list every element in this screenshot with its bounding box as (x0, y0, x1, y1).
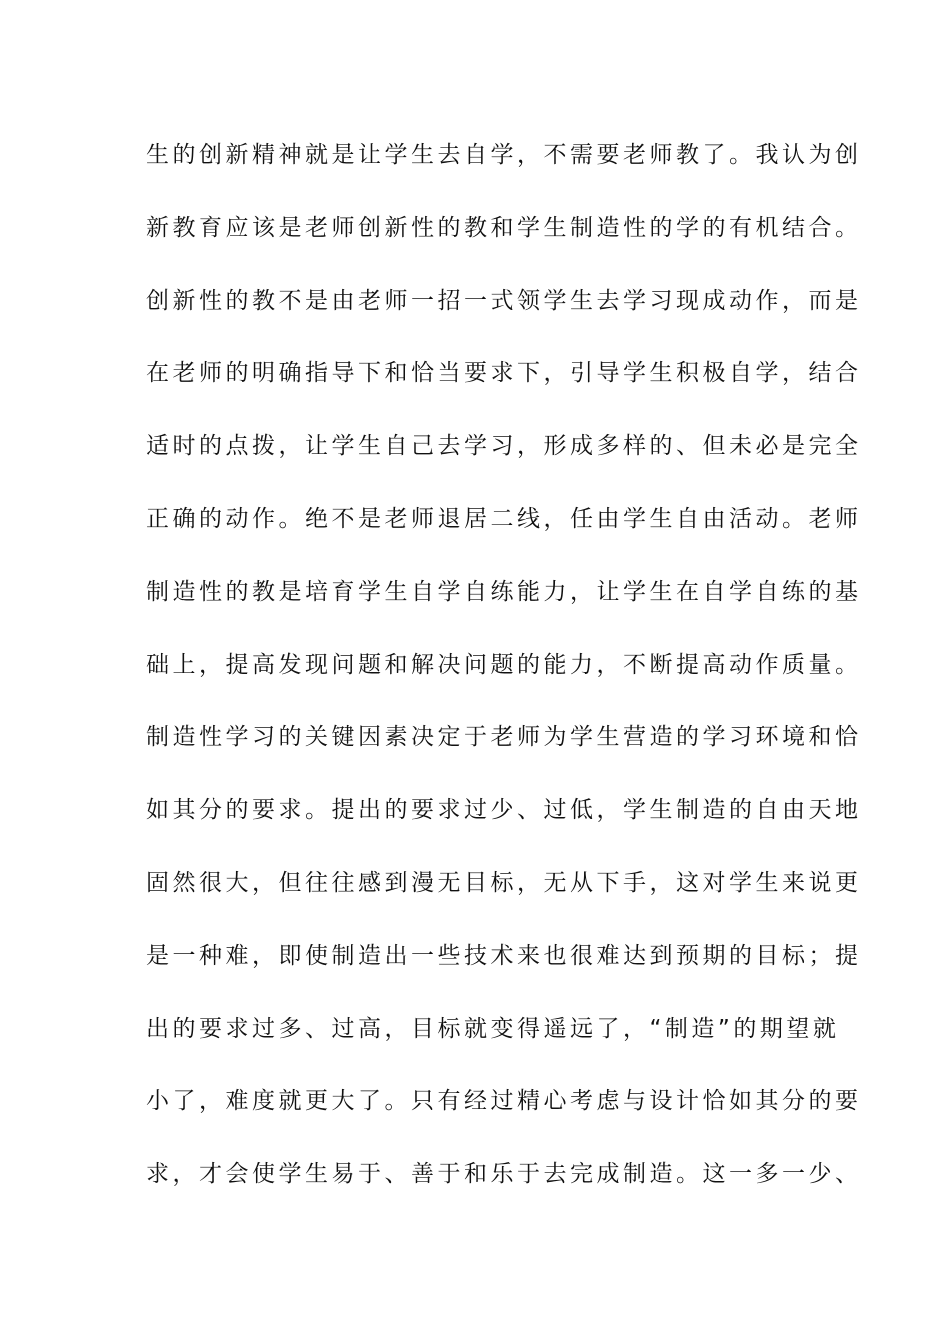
text-line: 出的要求过多、过高，目标就变得遥远了，“制造”的期望就 (146, 1015, 840, 1042)
text-line: 是一种难，即使制造出一些技术来也很难达到预期的目标；提 (146, 942, 862, 969)
body-text (146, 130, 862, 1222)
text-line: 制造性学习的关键因素决定于老师为学生营造的学习环境和恰 (146, 724, 862, 751)
text-line: 求，才会使学生易于、善于和乐于去完成制造。这一多一少、 (146, 1161, 862, 1188)
text-line: 制造性的教是培育学生自学自练能力，让学生在自学自练的基 (146, 578, 862, 605)
text-line: 在老师的明确指导下和恰当要求下，引导学生积极自学，结合 (146, 360, 862, 387)
text-line: 生的创新精神就是让学生去自学，不需要老师教了。我认为创 (146, 142, 862, 168)
text-line: 础上，提高发现问题和解决问题的能力，不断提高动作质量。 (146, 651, 862, 678)
text-line: 适时的点拨，让学生自己去学习，形成多样的、但未必是完全 (146, 433, 862, 460)
text-line: 新教育应该是老师创新性的教和学生制造性的学的有机结合。 (146, 214, 862, 241)
text-line: 小了，难度就更大了。只有经过精心考虑与设计恰如其分的要 (146, 1088, 862, 1115)
text-line: 固然很大，但往往感到漫无目标，无从下手，这对学生来说更 (146, 869, 862, 896)
text-line: 创新性的教不是由老师一招一式领学生去学习现成动作，而是 (146, 287, 862, 314)
text-line: 如其分的要求。提出的要求过少、过低，学生制造的自由天地 (146, 797, 862, 824)
text-line: 正确的动作。绝不是老师退居二线，任由学生自由活动。老师 (146, 505, 862, 532)
